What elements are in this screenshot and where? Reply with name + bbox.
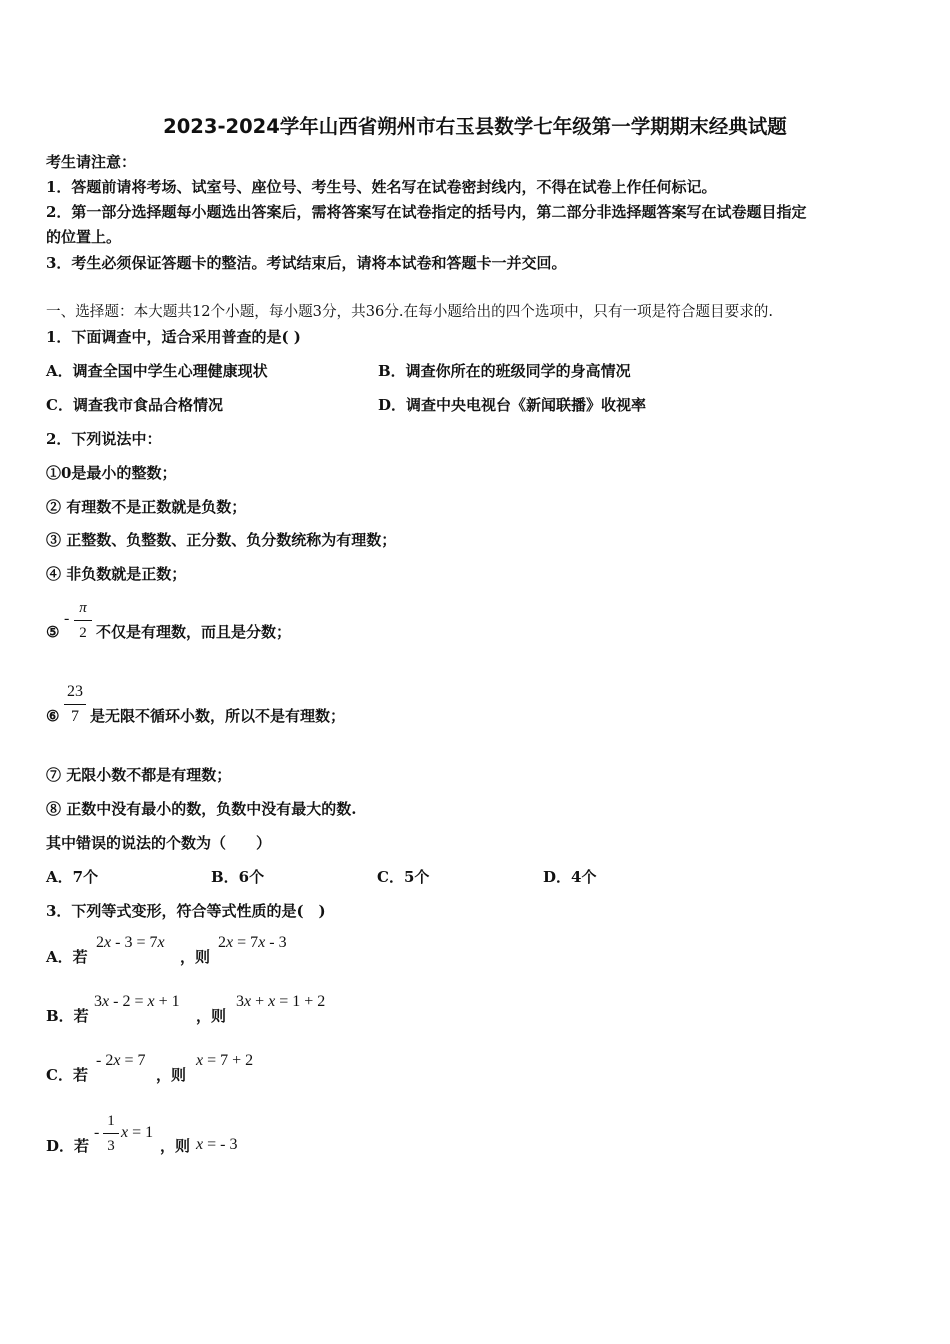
- q1-stem: 1．下面调查中，适合采用普查的是( ): [46, 328, 301, 346]
- q2-statement-7: ⑦ 无限小数不都是有理数；: [46, 766, 232, 784]
- notice-heading: 考生请注意：: [46, 153, 137, 171]
- q2-option-b: B．6个: [211, 868, 265, 886]
- section-heading: 一、选择题：本大题共12个小题，每小题3分，共36分.在每小题给出的四个选项中，只有一项是符合题目要求的.: [46, 303, 774, 320]
- fraction-bar: [74, 620, 92, 621]
- q3-option-b-label: B．若: [46, 1007, 89, 1025]
- q2-statement-8: ⑧ 正数中没有最小的数，负数中没有最大的数.: [46, 800, 357, 818]
- q2-option-c: C．5个: [377, 868, 430, 886]
- q2-statement-1: ①0是最小的整数；: [46, 464, 177, 482]
- q3-option-d-condition-tail: x = 1: [121, 1124, 154, 1141]
- fraction-bar: [103, 1133, 119, 1134]
- q3-option-a-result: 2x = 7x - 3: [218, 934, 287, 951]
- q2-statement-4: ④ 非负数就是正数；: [46, 565, 187, 583]
- q2-statement-6-number: ⑥: [46, 707, 60, 725]
- fraction-numerator: 1: [107, 1113, 115, 1129]
- q3-option-b-then: ，则: [196, 1007, 227, 1025]
- q3-option-b-result: 3x + x = 1 + 2: [236, 993, 326, 1010]
- q1-option-b: B．调查你所在的班级同学的身高情况: [378, 362, 631, 380]
- notice-item-1: 1．答题前请将考场、试室号、座位号、考生号、姓名写在试卷密封线内，不得在试卷上作任何标记。: [46, 178, 717, 196]
- fraction-numerator: π: [79, 600, 87, 616]
- q3-stem: 3．下列等式变形，符合等式性质的是( ): [46, 902, 326, 920]
- q3-option-a-label: A．若: [46, 948, 88, 966]
- q3-option-d-label: D．若: [46, 1137, 90, 1155]
- q2-statement-5-number: ⑤: [46, 623, 60, 641]
- q2-option-d: D．4个: [543, 868, 597, 886]
- fraction-bar: [64, 704, 86, 705]
- q2-statement-6-fraction: [64, 682, 86, 727]
- q3-option-c-condition: - 2x = 7: [96, 1052, 146, 1069]
- q2-statement-5-fraction: [74, 598, 92, 643]
- q2-statement-2: ② 有理数不是正数就是负数；: [46, 498, 247, 516]
- q2-ask: 其中错误的说法的个数为（ ）: [46, 834, 272, 852]
- q3-option-c-label: C．若: [46, 1066, 88, 1084]
- q2-statement-5-minus: -: [64, 610, 70, 627]
- q2-statement-3: ③ 正整数、负整数、正分数、负分数统称为有理数；: [46, 531, 397, 549]
- fraction-numerator: 23: [67, 683, 83, 700]
- q3-option-d-result: x = - 3: [196, 1136, 238, 1153]
- q3-option-a-then: ，则: [180, 948, 211, 966]
- fraction-denominator: 3: [107, 1138, 115, 1154]
- q2-statement-5-text: 不仅是有理数，而且是分数；: [96, 623, 292, 641]
- fraction-denominator: 7: [71, 708, 79, 725]
- q1-option-a: A．调查全国中学生心理健康现状: [46, 362, 268, 380]
- q2-option-a: A．7个: [46, 868, 99, 886]
- page-title: 2023-2024学年山西省朔州市右玉县数学七年级第一学期期末经典试题: [163, 115, 787, 138]
- q3-option-a-condition: 2x - 3 = 7x: [96, 934, 165, 951]
- q3-option-c-then: ，则: [156, 1066, 187, 1084]
- notice-item-2: 2．第一部分选择题每小题选出答案后，需将答案写在试卷指定的括号内，第二部分非选择题答案写在试卷题目指定: [46, 203, 807, 221]
- fraction-denominator: 2: [79, 625, 87, 641]
- q3-option-b-condition: 3x - 2 = x + 1: [94, 993, 180, 1010]
- q2-statement-6-text: 是无限不循环小数，所以不是有理数；: [90, 707, 346, 725]
- notice-item-2-cont: 的位置上。: [46, 228, 122, 246]
- q1-option-d: D．调查中央电视台《新闻联播》收视率: [378, 396, 647, 414]
- q3-option-d-fraction: [103, 1111, 119, 1156]
- q2-stem: 2．下列说法中：: [46, 430, 162, 448]
- q3-option-c-result: x = 7 + 2: [196, 1052, 254, 1069]
- q3-option-d-minus: -: [94, 1124, 100, 1141]
- notice-item-3: 3．考生必须保证答题卡的整洁。考试结束后，请将本试卷和答题卡一并交回。: [46, 254, 567, 272]
- q3-option-d-then: ，则: [160, 1137, 191, 1155]
- q1-option-c: C．调查我市食品合格情况: [46, 396, 223, 414]
